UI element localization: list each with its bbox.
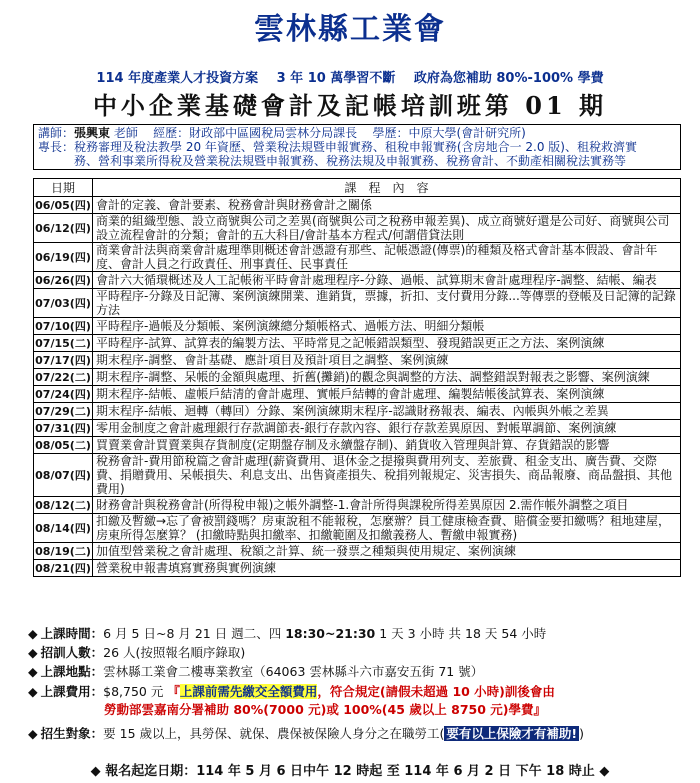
schedule-content: 扣繳及暫繳→忘了會被罰錢嗎？房東說租不能報稅，怎麼辦？員工健康檢查費、賠償金要扣繳嗎？租地建屋，房東所得怎麼算？ (扣繳時點與扣繳率、扣繳範圍及扣繳義務人、暫繳申報實務)	[93, 514, 681, 543]
target-value: 要 15 歲以上，具勞保、就保、農保被保險人身分之在職勞工	[103, 726, 440, 741]
diamond-icon: ◆	[599, 764, 610, 779]
diamond-icon: ◆	[28, 645, 38, 660]
schedule-table	[33, 178, 681, 577]
schedule-content: 商業的組織型態、設立商號與公司之差異(商號與公司之稅務申報差異)、成立商號好還是公司好、商號與公司設立流程會計的分類；會計的五大科目/會計基本方程式/何謂借貸法則	[93, 214, 681, 243]
expertise-row-2	[38, 154, 676, 168]
schedule-content: 稅務會計-費用節稅篇之會計處理(薪資費用、退休金之提撥與費用列支、差旅費、租金支出、廣告費、交際費、捐贈費用、呆帳損失、利息支出、出售資產損失、稅捐列報規定、災害損失、商品報廢、商品盤損、其他費用)	[93, 454, 681, 497]
diamond-icon: ◆	[28, 684, 38, 699]
diamond-icon: ◆	[28, 726, 38, 741]
schedule-date: 06/12(四)	[34, 214, 93, 243]
info-time	[28, 626, 546, 641]
schedule-date: 08/12(二)	[34, 497, 93, 514]
program-subsidy: 政府為您補助 80%-100% 學費	[413, 71, 604, 86]
place-label: 上課地點：	[40, 664, 104, 679]
schedule-content: 零用金制度之會計處理銀行存款調節表-銀行存款內容、銀行存款差異原因、對帳單調節、案例演練	[93, 420, 681, 437]
expertise-line-2: 務、營利事業所得稅及營業稅法規暨申報實務、稅務法規及申報實務、稅務會計、不動產相關稅法實務等	[74, 154, 627, 168]
schedule-content: 會計六大循環概述及人工記帳術平時會計處理程序-分錄、過帳、試算期末會計處理程序-調整、結帳、編表	[93, 272, 681, 289]
table-row	[34, 497, 681, 514]
info-fee-line-2: 勞動部雲嘉南分署補助 80%(7000 元)或 100%(45 歲以上 8750 元)學費』	[104, 702, 546, 717]
table-row	[34, 214, 681, 243]
schedule-content: 期末程序-結帳、迴轉（轉回）分錄、案例演練期末程序-認識財務報表、編表、內帳與外帳之差異	[93, 403, 681, 420]
time-label: 上課時間：	[40, 626, 104, 641]
schedule-date: 06/26(四)	[34, 272, 93, 289]
table-row	[34, 454, 681, 497]
schedule-date: 07/10(四)	[34, 318, 93, 335]
place-value: 雲林縣工業會二樓專業教室（64063 雲林縣斗六市嘉安五街 71 號）	[103, 664, 484, 679]
schedule-date: 06/05(四)	[34, 197, 93, 214]
time-hours: 18:30~21:30	[285, 626, 376, 641]
fee-note-1: ，符合規定(請假未超過 10 小時)訓後會由	[317, 684, 555, 699]
schedule-content: 平時程序-過帳及分類帳、案例演練總分類帳格式、過帳方法、明細分類帳	[93, 318, 681, 335]
info-fee: ◆ 上課費用：$8,750 元 『上課前需先繳交全額費用，符合規定(請假未超過 10 小時)訓後會由	[28, 684, 555, 699]
schedule-date: 07/22(二)	[34, 369, 93, 386]
time-total: 1 天 3 小時 共 18 天 54 小時	[379, 626, 547, 641]
expertise-label: 專長：	[38, 140, 75, 154]
experience-label: 經歷：	[153, 126, 190, 140]
program-name: 114 年度產業人才投資方案	[96, 71, 259, 86]
program-subtitle	[0, 67, 700, 86]
fee-note-2: 勞動部雲嘉南分署補助 80%(7000 元)或 100%(45 歲以上 8750 元)學費	[104, 702, 534, 717]
header-date: 日期	[34, 179, 93, 197]
table-row	[34, 289, 681, 318]
target-label: 招生對象：	[40, 726, 104, 741]
deadline-text: 報名起迄日期：114 年 5 月 6 日中午 12 時起 至 114 年 6 月 2 日 下午 18 時止	[105, 764, 595, 779]
table-row	[34, 369, 681, 386]
diamond-icon: ◆	[90, 764, 101, 779]
schedule-date: 08/14(四)	[34, 514, 93, 543]
schedule-date: 07/31(四)	[34, 420, 93, 437]
schedule-date: 08/07(四)	[34, 454, 93, 497]
diamond-icon: ◆	[28, 664, 38, 679]
table-row	[34, 197, 681, 214]
schedule-date: 07/03(四)	[34, 289, 93, 318]
schedule-content: 期末程序-結帳、虛帳戶結清的會計處理、實帳戶結轉的會計處理、編製結帳後試算表、案例演練	[93, 386, 681, 403]
info-place	[28, 664, 483, 679]
schedule-date: 07/29(二)	[34, 403, 93, 420]
program-slogan: 3 年 10 萬學習不斷	[276, 71, 396, 86]
schedule-content: 平時程序-試算、試算表的編製方法、平時常見之記帳錯誤類型、發現錯誤更正之方法、案例演練	[93, 335, 681, 352]
expertise-line-1: 稅務審理及稅法教學 20 年資歷、營業稅法規暨申報實務、租稅申報實務(含房地合一 2.0 版)、租稅救濟實	[74, 140, 637, 154]
schedule-date: 08/19(二)	[34, 543, 93, 560]
schedule-content: 期末程序-調整、會計基礎、應計項目及預計項目之調整、案例演練	[93, 352, 681, 369]
education-label: 學歷：	[372, 126, 409, 140]
schedule-content: 營業稅申報書填寫實務與實例演練	[93, 560, 681, 577]
table-row	[34, 420, 681, 437]
schedule-content: 財務會計與稅務會計(所得稅申報)之帳外調整-1.會計所得與課稅所得差異原因 2.需作帳外調整之項目	[93, 497, 681, 514]
table-row	[34, 318, 681, 335]
table-row	[34, 335, 681, 352]
table-row	[34, 543, 681, 560]
table-row	[34, 560, 681, 577]
time-value: 6 月 5 日~8 月 21 日 週二、四	[103, 626, 282, 641]
expertise-row-1	[38, 140, 676, 154]
diamond-icon: ◆	[28, 626, 38, 641]
schedule-content: 會計的定義、會計要素、稅務會計與財務會計之關係	[93, 197, 681, 214]
schedule-date: 07/15(二)	[34, 335, 93, 352]
people-value: 26 人(按照報名順序錄取)	[103, 645, 246, 660]
deadline-line	[0, 760, 700, 779]
info-target: ◆ 招生對象：要 15 歲以上，具勞保、就保、農保被保險人身分之在職勞工( 要有以上保險才有補助! )	[28, 726, 584, 741]
teacher-row	[38, 126, 676, 140]
fee-label: 上課費用：	[40, 684, 104, 699]
schedule-content: 商業會計法與商業會計處理準則概述會計憑證有那些、記帳憑證(傳票)的種類及格式會計基本假設、會計年度、會計人員之行政責任、刑事責任、民事責任	[93, 243, 681, 272]
teacher-name: 張興東	[74, 126, 111, 140]
experience-value: 財政部中區國稅局雲林分局課長	[189, 126, 358, 140]
table-row	[34, 403, 681, 420]
schedule-content: 平時程序-分錄及日記簿、案例演練開業、進銷貨，票據，折扣、支付費用分錄...等傳票的登帳及日記簿的記錄方法	[93, 289, 681, 318]
education-value: 中原大學(會計研究所)	[408, 126, 526, 140]
table-row	[34, 437, 681, 454]
schedule-date: 08/21(四)	[34, 560, 93, 577]
schedule-header-row	[34, 179, 681, 197]
schedule-date: 07/24(四)	[34, 386, 93, 403]
teacher-title-word: 老師	[113, 126, 138, 140]
schedule-date: 06/19(四)	[34, 243, 93, 272]
fee-value: $8,750 元	[103, 684, 164, 699]
fee-note-highlight: 上課前需先繳交全額費用	[179, 684, 318, 699]
header-content: 課 程 內 容	[93, 179, 681, 197]
table-row	[34, 272, 681, 289]
people-label: 招訓人數：	[40, 645, 104, 660]
course-title: 中小企業基礎會計及記帳培訓班第 01 期	[92, 91, 608, 120]
schedule-content: 加值型營業稅之會計處理、稅額之計算、統一發票之種類與使用規定、案例演練	[93, 543, 681, 560]
schedule-date: 07/17(四)	[34, 352, 93, 369]
table-row	[34, 386, 681, 403]
target-note: 要有以上保險才有補助!	[446, 726, 578, 741]
table-row	[34, 352, 681, 369]
schedule-content: 買賣業會計買賣業與存貨制度(定期盤存制及永續盤存制)、銷貨收入管理與計算、存貨錯誤的影響	[93, 437, 681, 454]
schedule-content: 期末程序-調整、呆帳的金額與處理、折舊(攤銷)的觀念與調整的方法、調整錯誤對報表之影響、案例演練	[93, 369, 681, 386]
teacher-box	[33, 124, 681, 170]
organization-title: 雲林縣工業會	[254, 12, 446, 47]
schedule-body	[34, 197, 681, 577]
info-people	[28, 645, 245, 660]
table-row	[34, 243, 681, 272]
teacher-label: 講師：	[38, 126, 75, 140]
table-row	[34, 514, 681, 543]
schedule-date: 08/05(二)	[34, 437, 93, 454]
